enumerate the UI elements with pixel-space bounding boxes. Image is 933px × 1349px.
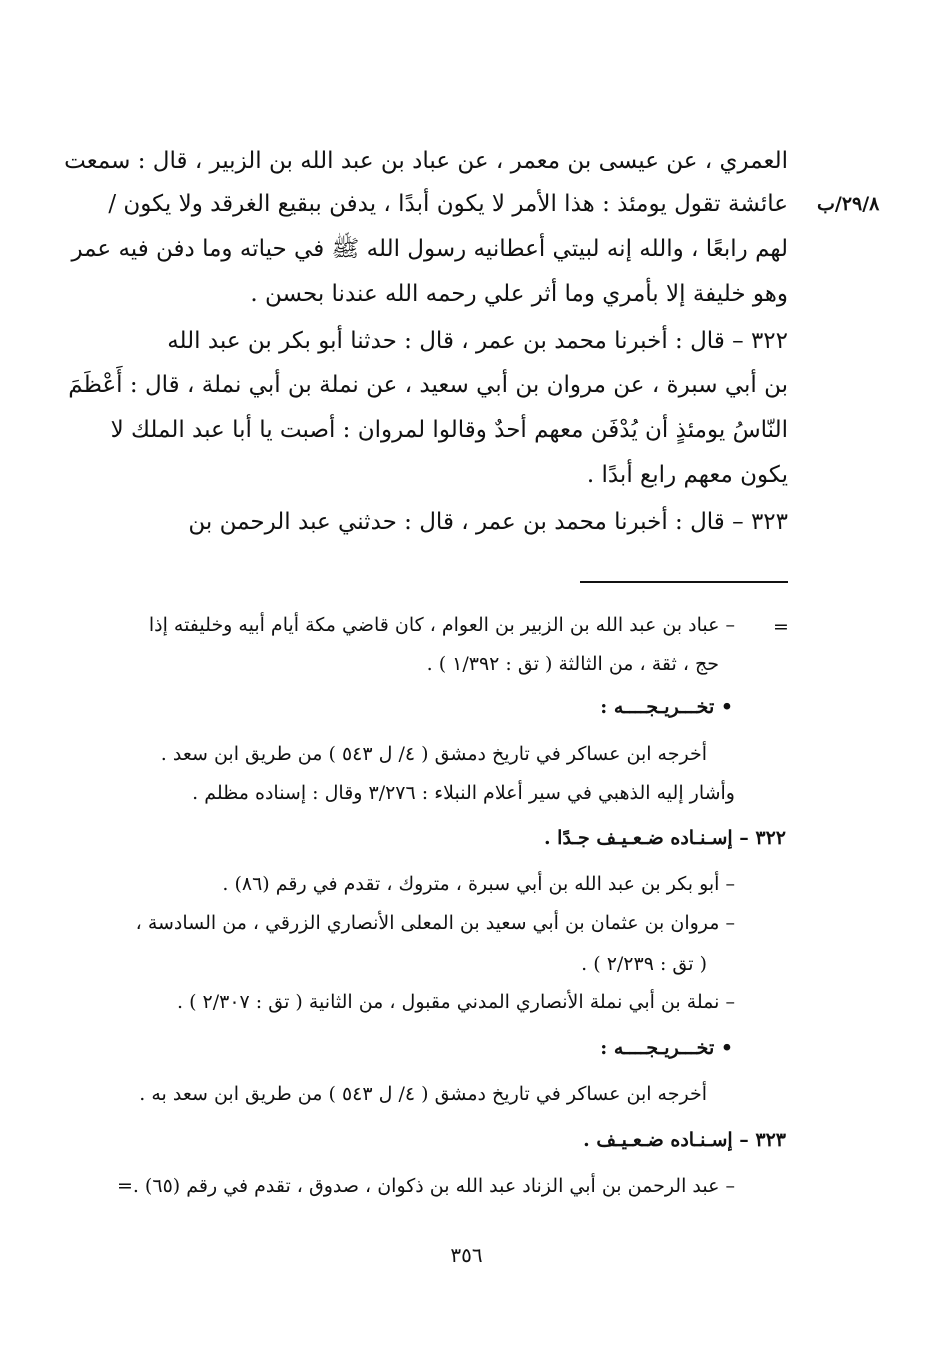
footnote-heading-takhrij: • تخـــريـجــــه :: [600, 696, 733, 718]
footnote-continuation-marker: =: [773, 616, 789, 638]
footnote-line: – نملة بن أبي نملة الأنصاري المدني مقبول ، من الثانية ( تق : ٢/٣٠٧ ) .: [177, 991, 735, 1013]
main-text-line: عائشة تقول يومئذ : هذا الأمر لا يكون أبدًا ، يدفن ببقيع الغرقد ولا يكون /: [108, 191, 788, 217]
main-text-line: النّاسُ يومئذٍ أن يُدْفَن معهم أحدٌ وقالوا لمروان : أصبت يا أبا عبد الملك لا: [110, 417, 788, 443]
main-text-line: بن أبي سبرة ، عن مروان بن أبي سعيد ، عن نملة بن أبي نملة ، قال : أَعْظَمَ: [68, 372, 788, 398]
footnote-line: وأشار إليه الذهبي في سير أعلام النبلاء : ٣/٢٧٦ وقال : إسناده مظلم .: [192, 782, 735, 804]
footnote-heading-takhrij: • تخـــريـجــــه :: [600, 1037, 733, 1059]
page-number: ٣٥٦: [450, 1243, 483, 1267]
footnote-line: – عبد الرحمن بن أبي الزناد عبد الله بن ذكوان ، صدوق ، تقدم في رقم (٦٥) .=: [116, 1175, 735, 1197]
main-text-line: وهو خليفة إلا بأمري وما أثر علي رحمه الله عندنا بحسن .: [250, 281, 788, 307]
main-text-line: يكون معهم رابع أبدًا .: [586, 462, 788, 488]
footnote-line: ( تق : ٢/٢٣٩ ) .: [581, 953, 707, 975]
main-text-line: لهم رابعًا ، والله إنه لبيتي أعطانيه رسول الله ﷺ في حياته وما دفن فيه عمر: [71, 236, 788, 262]
footnote-line: – عباد بن عبد الله بن الزبير بن العوام ، كان قاضي مكة أيام أبيه وخليفته إذا: [148, 614, 735, 636]
footnote-separator: [580, 581, 788, 583]
footnote-heading-323: ٣٢٣ – إسـنـاده ضـعـيـف .: [583, 1129, 786, 1151]
margin-folio-note: ٢٩/٨/ب: [817, 193, 880, 215]
main-text-line-323: ٣٢٣ – قال : أخبرنا محمد بن عمر ، قال : حدثني عبد الرحمن بن: [188, 509, 788, 535]
footnote-line: – مروان بن عثمان بن أبي سعيد بن المعلى الأنصاري الزرقي ، من السادسة ،: [135, 912, 735, 934]
footnote-line: أخرجه ابن عساكر في تاريخ دمشق ( ٤/ ل ٥٤٣ ) من طريق ابن سعد .: [160, 743, 707, 765]
footnote-line: حج ، ثقة ، من الثالثة ( تق : ١/٣٩٢ ) .: [426, 653, 719, 675]
footnote-line: – أبو بكر بن عبد الله بن أبي سبرة ، متروك ، تقدم في رقم (٨٦) .: [222, 873, 735, 895]
main-text-line-322: ٣٢٢ – قال : أخبرنا محمد بن عمر ، قال : حدثنا أبو بكر بن عبد الله: [167, 328, 788, 354]
main-text-line: العمري ، عن عيسى بن معمر ، عن عباد بن عبد الله بن الزبير ، قال : سمعت: [64, 148, 788, 174]
footnote-line: أخرجه ابن عساكر في تاريخ دمشق ( ٤/ ل ٥٤٣ ) من طريق ابن سعد به .: [139, 1083, 707, 1105]
footnote-heading-322: ٣٢٢ – إسـنـاده ضـعـيـف جـدًا .: [543, 827, 786, 849]
